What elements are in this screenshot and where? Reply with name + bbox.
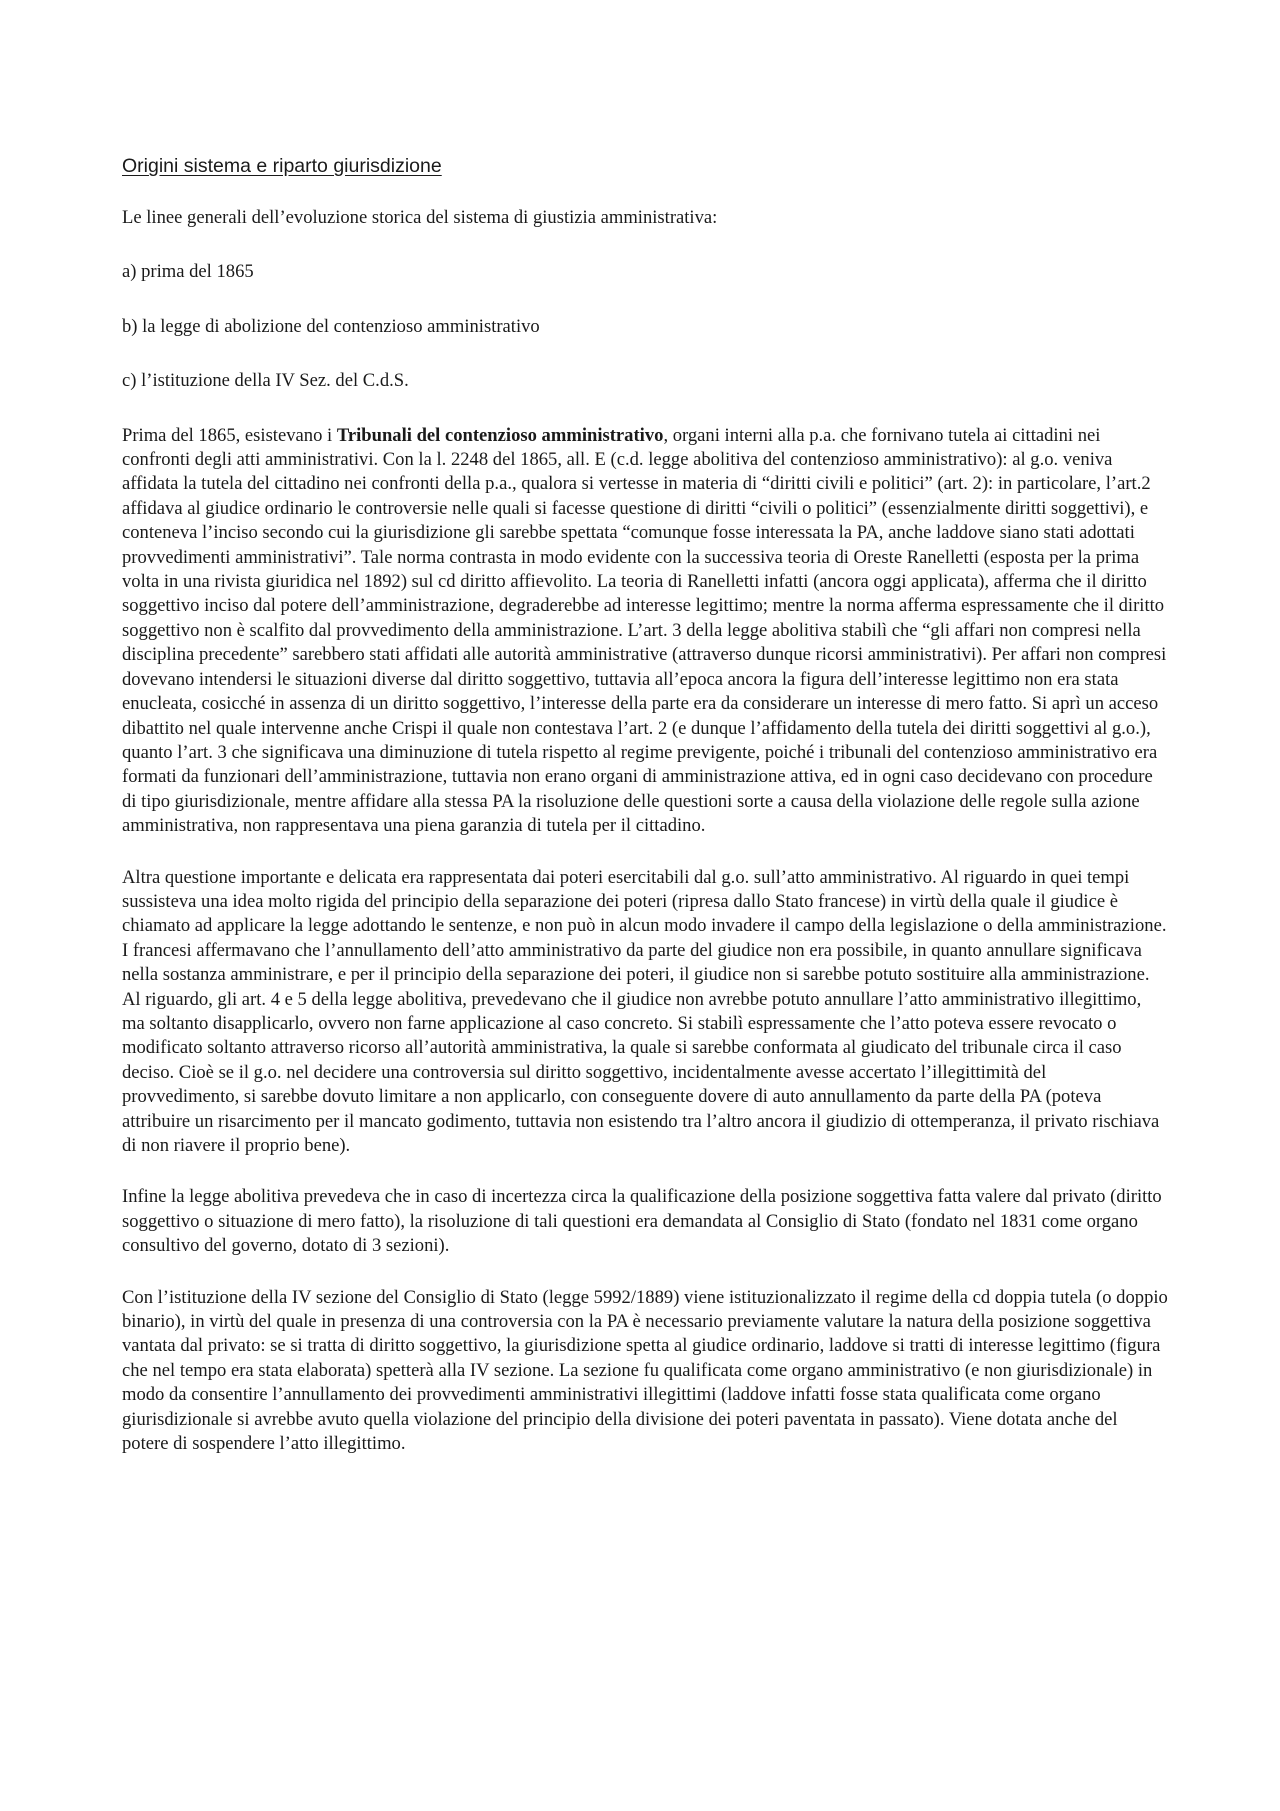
paragraph1-rest: , organi interni alla p.a. che fornivano tutela ai cittadini nei confronti degli atti amministrativi. Con la l. 2248 del 1865, all. E (c.d. legge abolitiva del contenzioso amministrativo): al g.o. veniva affidata la tutela del cittadino nei confronti della p.a., qualora si vertesse in materia di “diritti civili e politici” (art. 2): in particolare, l’art.2 affidava al giudice ordinario le controversie nelle quali si facesse questione di diritti “civili o politici” (essenzialmente diritti soggettivi), e conteneva l’inciso secondo cui la giurisdizione gli sarebbe spettata “comunque fosse interessata la PA, anche laddove siano stati adottati provvedimenti amministrativi”. Tale norma contrasta in modo evidente con la successiva teoria di Oreste Ranelletti (esposta per la prima volta in una rivista giuridica nel 1892) sul cd diritto affievolito. La teoria di Ranelletti infatti (ancora oggi applicata), afferma che il diritto soggettivo inciso dal potere dell’amministrazione, degraderebbe ad interesse legittimo; mentre la norma afferma espressamente che il diritto soggettivo non è scalfito dal provvedimento della amministrazione. L’art. 3 della legge abolitiva stabilì che “gli affari non compresi nella disciplina precedente” sarebbero stati affidati alle autorità amministrative (attraverso dunque ricorsi amministrativi). Per affari non compresi dovevano intendersi le situazioni diverse dal diritto soggettivo, tuttavia all’epoca ancora la figura dell’interesse legittimo non era stata enucleata, cosicché in assenza di un diritto soggettivo, l’interesse della parte era da considerare un interesse di mero fatto. Si aprì un acceso dibattito nel quale intervenne anche Crispi il quale non contestava l’art. 2 (e dunque l’affidamento della tutela dei diritti soggettivi al g.o.), quanto l’art. 3 che significava una diminuzione di tutela rispetto al regime previgente, poiché i tribunali del contenzioso amministrativo era formati da funzionari dell’amministrazione, tuttavia non erano organi di amministrazione attiva, ed in ogni caso decidevano con procedure di tipo giurisdizionale, mentre affidare alla stessa PA la risoluzione delle questioni sorte a causa della violazione delle regole sulla azione amministrativa, non rappresentava una piena garanzia di tutela per il cittadino. <box>122 424 1167 837</box>
list-item-a: a) prima del 1865 <box>122 261 254 283</box>
list-item-c: c) l’istituzione della IV Sez. del C.d.S. <box>122 370 409 392</box>
document-body <box>122 153 1168 1483</box>
paragraph1-bold-term: Tribunali del contenzioso amministrativo <box>336 424 664 446</box>
paragraph-prima-del-1865 <box>122 424 1168 839</box>
paragraph1-lead: Prima del 1865, esistevano i <box>122 424 337 446</box>
paragraph-poteri-go: Altra questione importante e delicata era rappresentata dai poteri esercitabili dal g.o. sull’atto amministrativo. Al riguardo in quei tempi sussisteva una idea molto rigida del principio della separazione dei poteri (ripresa dallo Stato francese) in virtù della quale il giudice è chiamato ad applicare la legge adottando le sentenze, e non può in alcun modo invadere il campo della legislazione o della amministrazione. I francesi affermavano che l’annullamento dell’atto amministrativo da parte del giudice non era possibile, in quanto annullare significava nella sostanza amministrare, e per il principio della separazione dei poteri, il giudice non si sarebbe potuto sostituire alla amministrazione. Al riguardo, gli art. 4 e 5 della legge abolitiva, prevedevano che il giudice non avrebbe potuto annullare l’atto amministrativo illegittimo, ma soltanto disapplicarlo, ovvero non farne applicazione al caso concreto. Si stabilì espressamente che l’atto poteva essere revocato o modificato soltanto attraverso ricorso all’autorità amministrativa, la quale si sarebbe conformata al giudicato del tribunale circa il caso deciso. Cioè se il g.o. nel decidere una controversia sul diritto soggettivo, incidentalmente avesse accertato l’illegittimità del provvedimento, si sarebbe dovuto limitare a non applicarlo, con conseguente dovere di auto annullamento da parte della PA (poteva attribuire un risarcimento per il mancato godimento, tuttavia non esistendo tra l’altro ancora il giudizio di ottemperanza, il privato rischiava di non riavere il proprio bene). <box>122 866 1167 1156</box>
paragraph-consiglio-di-stato: Infine la legge abolitiva prevedeva che in caso di incertezza circa la qualificazione della posizione soggettiva fatta valere dal privato (diritto soggettivo o situazione di mero fatto), la risoluzione di tali questioni era demandata al Consiglio di Stato (fondato nel 1831 come organo consultivo del governo, dotato di 3 sezioni). <box>122 1186 1162 1257</box>
list-item-b: b) la legge di abolizione del contenzioso amministrativo <box>122 315 540 337</box>
paragraph-iv-sezione: Con l’istituzione della IV sezione del Consiglio di Stato (legge 5992/1889) viene istituzionalizzato il regime della cd doppia tutela (o doppio binario), in virtù del quale in presenza di una controversia con la PA è necessario previamente valutare la natura della posizione soggettiva vantata dal privato: se si tratta di diritto soggettivo, la giurisdizione spetta al giudice ordinario, laddove si tratti di interesse legittimo (figura che nel tempo era stata elaborata) spetterà alla IV sezione. La sezione fu qualificata come organo amministrativo (e non giurisdizionale) in modo da consentire l’annullamento dei provvedimenti amministrativi illegittimi (laddove infatti fosse stata qualificata come organo giurisdizionale si avrebbe avuto quella violazione del principio della divisione dei poteri paventata in passato). Viene dotata anche del potere di sospendere l’atto illegittimo. <box>122 1286 1168 1455</box>
intro-paragraph: Le linee generali dell’evoluzione storica del sistema di giustizia amministrativa: <box>122 207 718 228</box>
document-title: Origini sistema e riparto giurisdizione <box>122 155 442 177</box>
